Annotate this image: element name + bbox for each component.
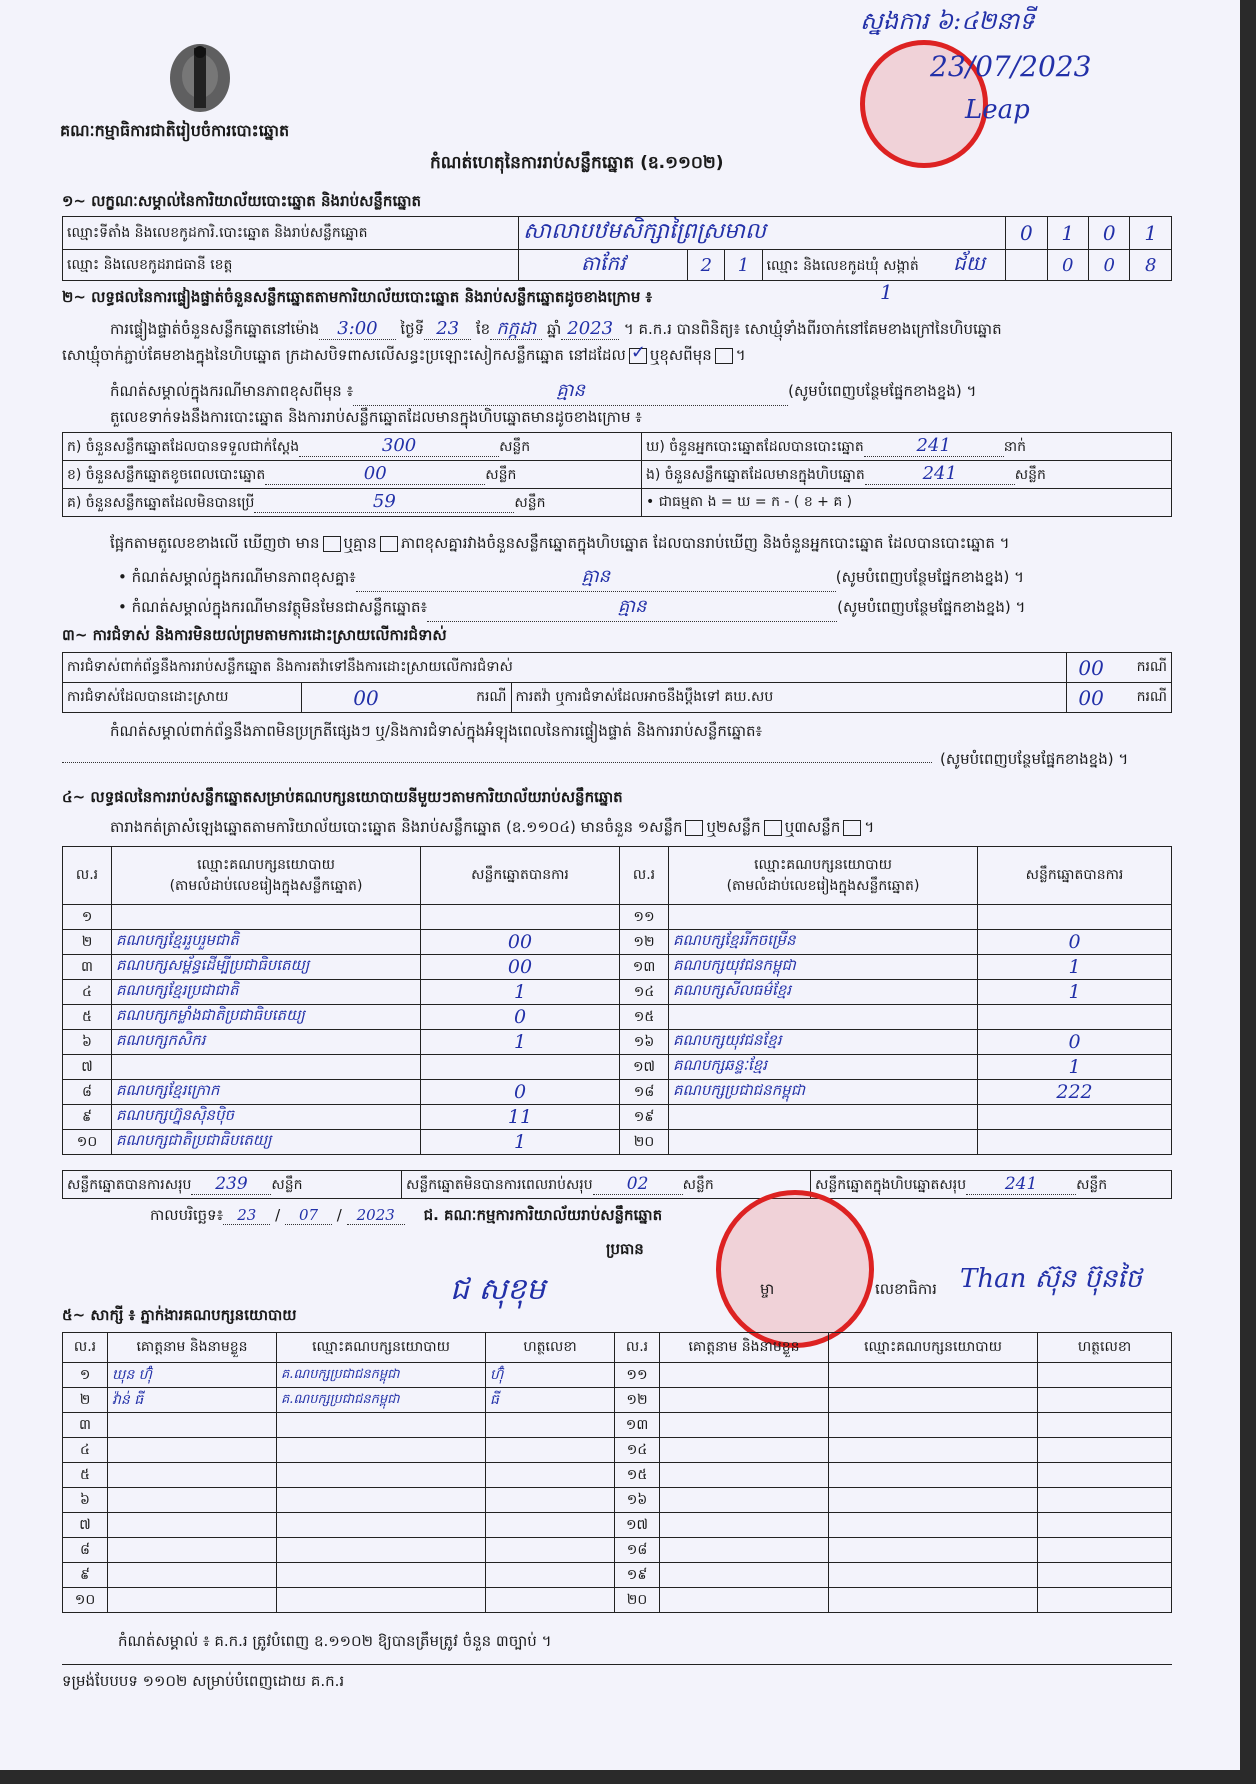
party-number: ១៥ [620, 1005, 669, 1030]
party-name [669, 905, 978, 930]
unused-ballots-value: 59 [254, 491, 514, 513]
code-digit: 1 [1130, 217, 1172, 250]
witness-number: ៩ [63, 1563, 108, 1588]
witness-party [277, 1488, 486, 1513]
official-seal-bottom [716, 1190, 874, 1348]
witness-number: ១៨ [615, 1538, 660, 1563]
party-row [63, 1080, 1172, 1105]
foreign-object-note-line: • កំណត់សម្គាល់ក្នុងករណីមានវត្ថុមិនមែនជាសន្លឹកឆ្នោត៖ គ្មាន (សូមបំពេញបន្ថែមផ្នែកខាងខ្នង) ។ [118, 594, 1025, 622]
secretary-label: លេខាធិការ [875, 1280, 937, 1298]
party-number: ១១ [620, 905, 669, 930]
witness-signature [1038, 1363, 1172, 1388]
witness-party [829, 1463, 1038, 1488]
witness-signature [1038, 1513, 1172, 1538]
three-sheets-checkbox[interactable] [843, 820, 861, 836]
witness-row [63, 1438, 1172, 1463]
party-votes: 00 [421, 930, 620, 955]
commune-code: 0 [1047, 250, 1088, 281]
witness-number: ២ [63, 1388, 108, 1413]
witness-party [829, 1563, 1038, 1588]
witness-party [829, 1438, 1038, 1463]
party-votes [978, 1005, 1172, 1030]
witness-signature [1038, 1538, 1172, 1563]
witness-signature [1038, 1413, 1172, 1438]
party-votes: 0 [421, 1005, 620, 1030]
spoiled-ballots-value: 00 [265, 463, 485, 485]
commune-code: 8 [1130, 250, 1172, 281]
witness-name [660, 1438, 829, 1463]
witness-signature [486, 1538, 615, 1563]
party-number: ១៦ [620, 1030, 669, 1055]
witness-number: ១៤ [615, 1438, 660, 1463]
witness-name [660, 1413, 829, 1438]
difference-note-line: • កំណត់សម្គាល់ក្នុងករណីមានភាពខុសគ្នា៖ គ្មាន (សូមបំពេញបន្ថែមផ្នែកខាងខ្នង) ។ [118, 564, 1024, 592]
one-sheet-checkbox[interactable] [685, 820, 703, 836]
party-number: ១៧ [620, 1055, 669, 1080]
party-row [63, 930, 1172, 955]
party-votes: 1 [421, 1130, 620, 1155]
has-difference-checkbox[interactable] [323, 536, 341, 552]
objections-table: ការជំទាស់ពាក់ព័ន្ធនឹងការរាប់សន្លឹកឆ្នោត និងការតវ៉ាទៅនឹងការដោះស្រាយលើការជំទាស់ 00 ករណី ការជំទាស់ដែលបានដោះស្រាយ 00 ករណី ការតវ៉ា ឬការជំទាស់ដែលអាចនឹងប្តឹងទៅ គឃ.សប 00 ករណី [62, 652, 1172, 713]
party-number: ២ [63, 930, 112, 955]
province-code: 2 [700, 254, 713, 276]
date-month: 07 [285, 1206, 332, 1225]
party-votes [978, 905, 1172, 930]
witness-party [829, 1538, 1038, 1563]
party-number: ៥ [63, 1005, 112, 1030]
witness-row [63, 1563, 1172, 1588]
witness-party [829, 1363, 1038, 1388]
no-difference-checkbox[interactable] [380, 536, 398, 552]
day-value: 23 [424, 318, 471, 340]
witness-party [829, 1488, 1038, 1513]
party-number: ១៤ [620, 980, 669, 1005]
party-number: ១៨ [620, 1080, 669, 1105]
witness-signature: ហ៊ុំ [486, 1363, 615, 1388]
witness-name [660, 1388, 829, 1413]
party-row [63, 905, 1172, 930]
section3-heading: ៣~ ការជំទាស់ និងការមិនយល់ព្រមតាមការដោះស្រាយលើការជំទាស់ [62, 626, 447, 644]
box-total-value: 241 [966, 1174, 1076, 1195]
two-sheets-checkbox[interactable] [764, 820, 782, 836]
changed-checkbox[interactable] [715, 348, 733, 364]
location-label: ឈ្មោះទីតាំង និងលេខកូដការិ.បោះឆ្នោត និងរាប់សន្លឹកឆ្នោត [63, 217, 519, 250]
province-code: 1 [737, 254, 750, 276]
ballots-in-box-value: 241 [865, 463, 1015, 485]
witness-name [660, 1538, 829, 1563]
party-name [669, 1130, 978, 1155]
change-note-value: គ្មាន [556, 380, 585, 401]
commune-value: ជ័យ [953, 251, 985, 275]
resolved-label: ការជំទាស់ដែលបានដោះស្រាយ [63, 683, 302, 713]
party-name: គណបក្សប្រជាជនកម្ពុជា [669, 1080, 978, 1105]
party-number: ១០ [63, 1130, 112, 1155]
witness-signature [1038, 1463, 1172, 1488]
party-name: គណបក្សយុវជនកម្ពុជា [669, 955, 978, 980]
party-row [63, 980, 1172, 1005]
witness-number: ២០ [615, 1588, 660, 1613]
page-title: កំណត់ហេតុនៃការរាប់សន្លឹកឆ្នោត (ឧ.១១០២) [430, 153, 724, 173]
witness-row [63, 1363, 1172, 1388]
party-votes: 0 [421, 1080, 620, 1105]
witness-name: ឃុន ហ៊ុំ [108, 1363, 277, 1388]
witness-number: ៣ [63, 1413, 108, 1438]
witness-party [829, 1413, 1038, 1438]
party-name [112, 905, 421, 930]
witness-number: ៨ [63, 1538, 108, 1563]
witness-name [108, 1588, 277, 1613]
witness-party [277, 1413, 486, 1438]
party-votes: 0 [978, 1030, 1172, 1055]
party-row [63, 1055, 1172, 1080]
party-row [63, 1130, 1172, 1155]
party-name: គណបក្សកសិករ [112, 1030, 421, 1055]
witness-signature [1038, 1563, 1172, 1588]
footer-divider [62, 1664, 1172, 1665]
party-votes: 222 [978, 1080, 1172, 1105]
witness-number: ៦ [63, 1488, 108, 1513]
party-name [112, 1055, 421, 1080]
party-name: គណបក្សខ្មែរក្រោក [112, 1080, 421, 1105]
chair-signature: ជ សុខុម [450, 1272, 546, 1307]
party-number: ១៩ [620, 1105, 669, 1130]
witness-row [63, 1513, 1172, 1538]
section1-heading: ១~ លក្ខណៈសម្គាល់នៃការិយាល័យបោះឆ្នោត និងរាប់សន្លឹកឆ្នោត [62, 192, 422, 210]
witness-number: ១៦ [615, 1488, 660, 1513]
party-row [63, 1105, 1172, 1130]
witness-signature [486, 1413, 615, 1438]
committee-signing: ជ. គណៈកម្មការការិយាល័យរាប់សន្លឹកឆ្នោត [423, 1206, 663, 1224]
party-name: គណបក្សឆន្ទៈខ្មែរ [669, 1055, 978, 1080]
witness-name [108, 1438, 277, 1463]
formula: • ជាធម្មតា ង = ឃ = ក - ( ខ + គ ) [642, 489, 1172, 517]
party-results-table: ល.រ ឈ្មោះគណបក្សនយោបាយ (តាមលំដាប់លេខរៀងក្នុងសន្លឹកឆ្នោត) សន្លឹកឆ្នោតបានការ ល.រ ឈ្មោះគណបក្សនយោបាយ (តាមលំដាប់លេខរៀងក្នុងសន្លឹកឆ្នោត) សន្លឹកឆ្នោតបានការ ១ ១១ ២ គណបក្សខ្មែររួបរួមជាតិ 00 ១២ គណបក្សខ្មែររីកចម្រើន 0 ៣ គណបក្សសម្ព័ន្ធដើម្បីប្រជាធិបតេយ្យ 00 ១៣ គណបក្សយុវជនកម្ពុជា 1 ៤ គណបក្សខ្មែរប្រជាជាតិ 1 ១៤ គណបក្សសីលធម៌ខ្មែរ 1 ៥ គណបក្សកម្លាំងជាតិប្រជាធិបតេយ្យ 0 ១៥ ៦ គណបក្សកសិករ 1 ១៦ គណបក្សយុវជនខ្មែរ 0 ៧ ១៧ គណបក្សឆន្ទៈខ្មែរ 1 ៨ គណបក្សខ្មែរក្រោក 0 ១៨ គណបក្សប្រជាជនកម្ពុជា 222 ៩ គណបក្សហ្វ៊ុនស៊ិនប៉ិច 11 ១៩ ១០ គណបក្សជាតិប្រជាធិបតេយ្យ 1 ២០ [62, 846, 1172, 1155]
section4-heading: ៤~ លទ្ធផលនៃការរាប់សន្លឹកឆ្នោតសម្រាប់គណបក្សនយោបាយនីមួយៗតាមការិយាល័យរាប់សន្លឹកឆ្នោត [62, 788, 623, 806]
witness-party [277, 1538, 486, 1563]
commune-code: 0 [1088, 250, 1129, 281]
party-votes [978, 1105, 1172, 1130]
member-label: ម្ចា [760, 1280, 775, 1298]
party-row [63, 1005, 1172, 1030]
witness-row [63, 1463, 1172, 1488]
time-value: 3:00 [319, 318, 395, 340]
party-number: ១ [63, 905, 112, 930]
witness-number: ១៩ [615, 1563, 660, 1588]
copies-note: កំណត់សម្គាល់ ៖ គ.ក.រ ត្រូវបំពេញ ឧ.១១០២ ឱ្យបានត្រឹមត្រូវ ចំនួន ៣ច្បាប់ ។ [118, 1632, 552, 1650]
party-votes: 1 [421, 1030, 620, 1055]
witness-party: គ.ណបក្សប្រជាជនកម្ពុជា [277, 1388, 486, 1413]
witness-signature [486, 1588, 615, 1613]
code-digit: 1 [1047, 217, 1088, 250]
date-line: កាលបរិច្ឆេទ៖ 23 / 07 / 2023 ជ. គណៈកម្មការការិយាល័យរាប់សន្លឹកឆ្នោត [150, 1206, 663, 1224]
province-value: តាកែវ [519, 250, 688, 281]
month-value: កក្កដា [490, 318, 542, 340]
party-votes: 1 [978, 980, 1172, 1005]
party-number: ៣ [63, 955, 112, 980]
witness-signature [486, 1513, 615, 1538]
party-votes [421, 1055, 620, 1080]
difference-check-line: ផ្អែកតាមតួលេខខាងលើ ឃើញថា មាន ឬគ្មាន ភាពខុសគ្នារវាងចំនួនសន្លឹកឆ្នោតក្នុងហិបឆ្នោត ដែលបានរាប់ឃើញ និងចំនួនអ្នកបោះឆ្នោត ដែលបានបោះឆ្នោត ។ [110, 534, 1010, 552]
year-value: 2023 [561, 318, 619, 340]
witness-name: វ៉ាន់ ធី [108, 1388, 277, 1413]
figures-intro: តួលេខទាក់ទងនឹងការបោះឆ្នោត និងការរាប់សន្លឹកឆ្នោតដែលមានក្នុងហិបឆ្នោតមានដូចខាងក្រោម ៖ [110, 408, 642, 426]
party-name: គណបក្សសម្ព័ន្ធដើម្បីប្រជាធិបតេយ្យ [112, 955, 421, 980]
section1-table [62, 216, 1172, 281]
party-name: គណបក្សខ្មែររួបរួមជាតិ [112, 930, 421, 955]
code-digit: 0 [1006, 217, 1047, 250]
unchanged-checkbox[interactable]: ✓ [630, 341, 646, 363]
party-votes: 00 [421, 955, 620, 980]
witness-row [63, 1413, 1172, 1438]
witness-number: ៥ [63, 1463, 108, 1488]
witness-party [277, 1463, 486, 1488]
resolved-value: 00 [302, 683, 431, 713]
witness-table: ល.រ គោត្តនាម និងនាមខ្លួន ឈ្មោះគណបក្សនយោបាយ ហត្ថលេខា ល.រ គោត្តនាម និងនាមខ្លួន ឈ្មោះគណបក្សនយោបាយ ហត្ថលេខា ១ ឃុន ហ៊ុំ គ.ណបក្សប្រជាជនកម្ពុជា ហ៊ុំ ១១ ២ វ៉ាន់ ធី គ.ណបក្សប្រជាជនកម្ពុជា ធី ១២ ៣ ១៣ ៤ ១៤ ៥ ១៥ ៦ ១៦ ៧ ១៧ ៨ ១៨ ៩ ១៩ ១០ ២០ [62, 1332, 1172, 1613]
irregularity-note-line [62, 762, 932, 763]
party-number: ៦ [63, 1030, 112, 1055]
witness-name [108, 1538, 277, 1563]
party-number: ៧ [63, 1055, 112, 1080]
stamp-date: 23/07/2023 [930, 50, 1092, 83]
witness-name [660, 1563, 829, 1588]
verification-line-2: សោឃ្មុំចាក់ភ្ជាប់គែមខាងក្នុងនៃហិបឆ្នោត ក្រដាសបិទពាសលើសន្ធះប្រឡោះសៀកសន្លឹកឆ្នោត នៅដដែល ✓ ឬខុសពីមុន ។ [62, 341, 746, 364]
witness-number: ១៧ [615, 1513, 660, 1538]
witness-signature [486, 1438, 615, 1463]
stamp-signature: Leap [965, 95, 1030, 125]
witness-number: ៧ [63, 1513, 108, 1538]
received-ballots-value: 300 [299, 435, 499, 457]
objections-label: ការជំទាស់ពាក់ព័ន្ធនឹងការរាប់សន្លឹកឆ្នោត និងការតវ៉ាទៅនឹងការដោះស្រាយលើការជំទាស់ [63, 653, 1067, 683]
party-name: គណបក្សជាតិប្រជាធិបតេយ្យ [112, 1130, 421, 1155]
party-name [669, 1005, 978, 1030]
form-footer: ទម្រង់បែបបទ ១១០២ សម្រាប់បំពេញដោយ គ.ក.រ [62, 1672, 345, 1690]
witness-number: ១ [63, 1363, 108, 1388]
party-number: ១៣ [620, 955, 669, 980]
witness-name [108, 1563, 277, 1588]
party-number: ៩ [63, 1105, 112, 1130]
province-label: ឈ្មោះ និងលេខកូដរាជធានី ខេត្ត [67, 256, 233, 273]
party-name [669, 1105, 978, 1130]
witness-party [277, 1438, 486, 1463]
party-row [63, 1030, 1172, 1055]
section5-heading: ៥~ សាក្សី ៖ ភ្នាក់ងារគណបក្សនយោបាយ [62, 1306, 297, 1324]
appeal-label: ការតវ៉ា ឬការជំទាស់ដែលអាចនឹងប្តឹងទៅ គឃ.សប [511, 683, 1066, 713]
party-votes [421, 905, 620, 930]
code-digit: 0 [1088, 217, 1129, 250]
section2-mark: 1 [880, 280, 893, 304]
party-name: គណបក្សយុវជនខ្មែរ [669, 1030, 978, 1055]
witness-party [277, 1513, 486, 1538]
witness-name [660, 1488, 829, 1513]
party-votes [978, 1130, 1172, 1155]
date-year: 2023 [347, 1206, 405, 1225]
witness-party [829, 1388, 1038, 1413]
change-note-line: កំណត់សម្គាល់ក្នុងករណីមានភាពខុសពីមុន ៖ គ្មាន (សូមបំពេញបន្ថែមផ្នែកខាងខ្នង) ។ [110, 378, 1170, 406]
party-name: គណបក្សកម្លាំងជាតិប្រជាធិបតេយ្យ [112, 1005, 421, 1030]
witness-signature [1038, 1488, 1172, 1513]
witness-party [277, 1563, 486, 1588]
voters-value: 241 [864, 435, 1004, 457]
party-votes: 1 [978, 1055, 1172, 1080]
ballot-figures-table: ក) ចំនួនសន្លឹកឆ្នោតដែលបានទទួលជាក់ស្តែង 300 សន្លឹក ឃ) ចំនួនអ្នកបោះឆ្នោតដែលបានបោះឆ្នោត 241 នាក់ ខ) ចំនួនសន្លឹកឆ្នោតខូចពេលបោះឆ្នោត 00 សន្លឹក ង) ចំនួនសន្លឹកឆ្នោតដែលមានក្នុងហិបឆ្នោត 241 សន្លឹក គ) ចំនួនសន្លឹកឆ្នោតដែលមិនបានប្រើ 59 សន្លឹក • ជាធម្មតា ង = ឃ = ក - ( ខ + គ ) [62, 432, 1172, 517]
witness-name [660, 1363, 829, 1388]
secretary-signature: Than ស៊ុន ប៊ុនថៃ [960, 1264, 1142, 1294]
witness-number: ១៥ [615, 1463, 660, 1488]
witness-row [63, 1588, 1172, 1613]
party-row [63, 955, 1172, 980]
witness-signature [486, 1463, 615, 1488]
witness-number: ១២ [615, 1388, 660, 1413]
party-number: ២០ [620, 1130, 669, 1155]
witness-row [63, 1488, 1172, 1513]
party-votes: 1 [421, 980, 620, 1005]
appeal-value: 00 [1066, 683, 1115, 713]
commune-label: ឈ្មោះ និងលេខកូដឃុំ សង្កាត់ [766, 258, 919, 274]
objections-value: 00 [1066, 653, 1115, 683]
witness-party [277, 1588, 486, 1613]
party-name: គណបក្សខ្មែរប្រជាជាតិ [112, 980, 421, 1005]
irregularity-hint: (សូមបំពេញបន្ថែមផ្នែកខាងខ្នង) ។ [940, 750, 1129, 768]
witness-row [63, 1538, 1172, 1563]
party-name: គណបក្សខ្មែររីកចម្រើន [669, 930, 978, 955]
witness-row [63, 1388, 1172, 1413]
party-votes: 0 [978, 930, 1172, 955]
party-votes: 1 [978, 955, 1172, 980]
witness-name [108, 1463, 277, 1488]
location-value: សាលាបឋមសិក្សាព្រៃស្រមាល [519, 217, 1006, 250]
witness-party: គ.ណបក្សប្រជាជនកម្ពុជា [277, 1363, 486, 1388]
witness-signature [486, 1563, 615, 1588]
witness-name [108, 1488, 277, 1513]
verification-line-1: ការផ្ទៀងផ្ទាត់ចំនួនសន្លឹកឆ្នោតនៅម៉ោង 3:00 ថ្ងៃទី 23 ខែ កក្កដា ឆ្នាំ 2023 ។ គ.ក.រ បានពិនិត្យ៖ សោឃ្មុំទាំងពីរចាក់នៅគែមខាងក្រៅនៃហិបឆ្នោត [110, 318, 1002, 339]
witness-name [660, 1588, 829, 1613]
invalid-total-value: 02 [593, 1174, 683, 1195]
royal-emblem-icon [160, 38, 240, 118]
difference-note-value: គ្មាន [581, 566, 611, 587]
foreign-object-note-value: គ្មាន [617, 596, 647, 617]
committee-name: គណៈកម្មាធិការជាតិរៀបចំការបោះឆ្នោត [60, 121, 290, 140]
section2-heading: ២~ លទ្ធផលនៃការផ្ទៀងផ្ទាត់ចំនួនសន្លឹកឆ្នោតតាមការិយាល័យបោះឆ្នោត និងរាប់សន្លឹកឆ្នោតដូចខាងក្រោម ៖ [62, 288, 653, 306]
totals-row: សន្លឹកឆ្នោតបានការសរុប 239 សន្លឹក សន្លឹកឆ្នោតមិនបានការពេលរាប់សរុប 02 សន្លឹក សន្លឹកឆ្នោតក្នុងហិបឆ្នោតសរុប 241 សន្លឹក [62, 1170, 1172, 1199]
witness-party [829, 1588, 1038, 1613]
party-number: ១២ [620, 930, 669, 955]
chair-label: ប្រធាន [606, 1240, 644, 1258]
party-number: ៨ [63, 1080, 112, 1105]
witness-number: ១៣ [615, 1413, 660, 1438]
witness-party [829, 1513, 1038, 1538]
witness-signature: ធី [486, 1388, 615, 1413]
date-day: 23 [223, 1206, 270, 1225]
witness-signature [1038, 1438, 1172, 1463]
witness-signature [1038, 1388, 1172, 1413]
witness-signature [1038, 1588, 1172, 1613]
party-name: គណបក្សសីលធម៌ខ្មែរ [669, 980, 978, 1005]
party-name: គណបក្សហ្វ៊ុនស៊ិនប៉ិច [112, 1105, 421, 1130]
valid-total-value: 239 [191, 1174, 271, 1195]
party-votes: 11 [421, 1105, 620, 1130]
witness-name [660, 1463, 829, 1488]
witness-signature [486, 1488, 615, 1513]
witness-number: ១០ [63, 1588, 108, 1613]
tally-sheet-intro: តារាងកត់ត្រាសំឡេងឆ្នោតតាមការិយាល័យបោះឆ្នោត និងរាប់សន្លឹកឆ្នោត (ឧ.១១០៤) មានចំនួន ១សន្លឹក ឬ២សន្លឹក ឬ៣សន្លឹក ។ [110, 818, 875, 836]
witness-number: ៤ [63, 1438, 108, 1463]
witness-name [108, 1513, 277, 1538]
stamp-note: ស្នងការ ៦:៤២នាទី [860, 7, 1035, 35]
irregularity-note: កំណត់សម្គាល់ពាក់ព័ន្ធនឹងភាពមិនប្រក្រតីផ្សេងៗ ឬ/និងការជំទាស់ក្នុងអំឡុងពេលនៃការផ្ទៀងផ្ទាត់ និងការរាប់សន្លឹកឆ្នោត៖ [110, 722, 763, 740]
witness-number: ១១ [615, 1363, 660, 1388]
party-number: ៤ [63, 980, 112, 1005]
witness-name [660, 1513, 829, 1538]
witness-name [108, 1413, 277, 1438]
